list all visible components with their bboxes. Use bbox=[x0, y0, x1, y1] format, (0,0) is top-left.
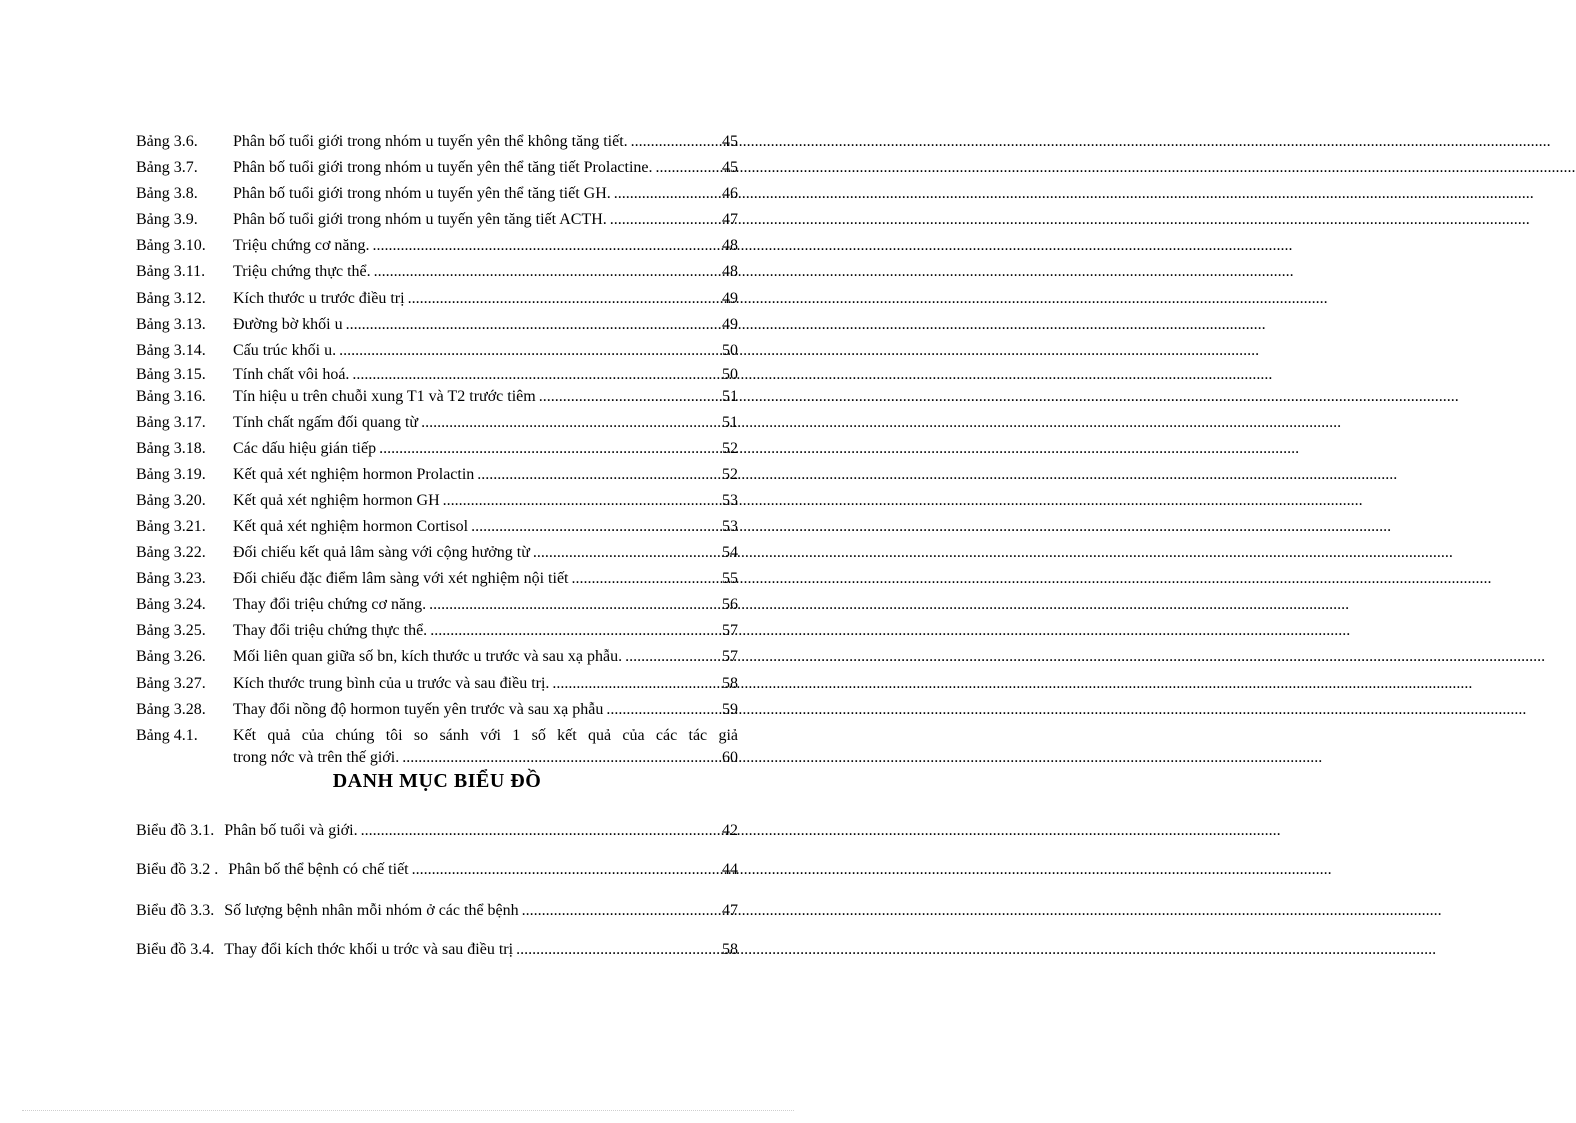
page-number: 55 bbox=[722, 570, 738, 587]
table-number: Bảng 3.17. bbox=[136, 414, 206, 431]
table-list-item[interactable] bbox=[136, 518, 738, 540]
table-list-item[interactable] bbox=[136, 414, 738, 436]
chart-title: Số lượng bệnh nhân mỗi nhóm ở các thể bệnh bbox=[224, 902, 519, 919]
dot-leader bbox=[539, 388, 721, 406]
table-title: Kích thước u trước điều trị bbox=[233, 290, 405, 307]
dot-leader bbox=[352, 366, 721, 384]
table-title: Tính chất ngấm đối quang từ bbox=[233, 414, 419, 431]
table-list-item[interactable] bbox=[136, 133, 738, 155]
table-title: Phân bố tuổi giới trong nhóm u tuyến yên tăng tiết ACTH. bbox=[233, 211, 607, 228]
table-number: Bảng 3.12. bbox=[136, 290, 206, 307]
page-number: 48 bbox=[722, 263, 738, 280]
table-title: Mối liên quan giữa số bn, kích thước u trước và sau xạ phẫu. bbox=[233, 648, 623, 665]
page-number: 57 bbox=[722, 622, 738, 639]
table-list-item[interactable] bbox=[136, 622, 738, 644]
table-title: Đối chiếu đặc điểm lâm sàng với xét nghiệm nội tiết bbox=[233, 570, 569, 587]
table-title: Phân bố tuổi giới trong nhóm u tuyến yên thể tăng tiết Prolactine. bbox=[233, 159, 653, 176]
table-list-item[interactable] bbox=[136, 701, 738, 723]
page-number: 44 bbox=[722, 861, 738, 878]
page-number: 45 bbox=[722, 133, 738, 150]
table-list-item[interactable] bbox=[136, 648, 738, 670]
chart-number: Biểu đồ 3.2 . bbox=[136, 861, 219, 878]
dot-leader bbox=[346, 316, 721, 334]
table-number: Bảng 4.1. bbox=[136, 727, 198, 744]
table-title: Thay đổi nồng độ hormon tuyến yên trước và sau xạ phẫu bbox=[233, 701, 604, 718]
table-number: Bảng 3.6. bbox=[136, 133, 198, 150]
page-number: 48 bbox=[722, 237, 738, 254]
table-list-item[interactable] bbox=[136, 342, 738, 364]
table-list-item[interactable] bbox=[136, 263, 738, 285]
chart-list-item[interactable] bbox=[136, 941, 738, 963]
table-title: Triệu chứng thực thể. bbox=[233, 263, 371, 280]
page-number: 60 bbox=[722, 749, 738, 766]
page-number: 52 bbox=[722, 440, 738, 457]
table-list-item[interactable] bbox=[136, 290, 738, 312]
page-number: 53 bbox=[722, 492, 738, 509]
table-list-item[interactable] bbox=[136, 185, 738, 207]
table-title: Cấu trúc khối u. bbox=[233, 342, 337, 359]
page-number: 51 bbox=[722, 388, 738, 405]
chart-list-item[interactable] bbox=[136, 902, 738, 924]
table-title: Phân bố tuổi giới trong nhóm u tuyến yên thể không tăng tiết. bbox=[233, 133, 628, 150]
page-number: 52 bbox=[722, 466, 738, 483]
dot-leader bbox=[552, 675, 721, 693]
table-number: Bảng 3.18. bbox=[136, 440, 206, 457]
table-number: Bảng 3.7. bbox=[136, 159, 198, 176]
chart-number: Biểu đồ 3.4. bbox=[136, 941, 215, 958]
table-title: Đường bờ khối u bbox=[233, 316, 343, 333]
table-title: Đối chiếu kết quả lâm sàng với cộng hưởng từ bbox=[233, 544, 530, 561]
dot-leader bbox=[412, 861, 721, 879]
table-number: Bảng 3.22. bbox=[136, 544, 206, 561]
dot-leader bbox=[516, 941, 721, 959]
table-title: Kết quả xét nghiệm hormon Prolactin bbox=[233, 466, 475, 483]
table-number: Bảng 3.20. bbox=[136, 492, 206, 509]
dot-leader bbox=[656, 159, 721, 177]
dot-leader bbox=[373, 237, 721, 255]
table-number: Bảng 3.25. bbox=[136, 622, 206, 639]
table-list-item[interactable] bbox=[136, 388, 738, 410]
dot-leader bbox=[443, 492, 721, 510]
chart-number: Biểu đồ 3.3. bbox=[136, 902, 215, 919]
table-title: Triệu chứng cơ năng. bbox=[233, 237, 370, 254]
table-list-item[interactable] bbox=[136, 466, 738, 488]
table-number: Bảng 3.26. bbox=[136, 648, 206, 665]
page-number: 42 bbox=[722, 822, 738, 839]
page-number: 46 bbox=[722, 185, 738, 202]
page-number: 49 bbox=[722, 290, 738, 307]
page-number: 47 bbox=[722, 902, 738, 919]
table-title: Kết quả xét nghiệm hormon Cortisol bbox=[233, 518, 469, 535]
table-number: Bảng 3.15. bbox=[136, 366, 206, 383]
dot-leader bbox=[625, 648, 721, 666]
dot-leader bbox=[614, 185, 721, 203]
table-title: Kích thước trung bình của u trước và sau điều trị. bbox=[233, 675, 550, 692]
table-number: Bảng 3.19. bbox=[136, 466, 206, 483]
table-list-item[interactable] bbox=[136, 211, 738, 233]
table-title: Phân bố tuổi giới trong nhóm u tuyến yên thể tăng tiết GH. bbox=[233, 185, 611, 202]
table-title: Tín hiệu u trên chuỗi xung T1 và T2 trước tiêm bbox=[233, 388, 536, 405]
table-title: Các dấu hiệu gián tiếp bbox=[233, 440, 377, 457]
chart-title: Thay đổi kích thớc khối u trớc và sau điều trị bbox=[224, 941, 514, 958]
dot-leader bbox=[430, 622, 721, 640]
table-list-item[interactable] bbox=[136, 544, 738, 566]
page-number: 59 bbox=[722, 701, 738, 718]
dot-leader bbox=[374, 263, 721, 281]
table-list-item[interactable] bbox=[136, 316, 738, 338]
table-number: Bảng 3.16. bbox=[136, 388, 206, 405]
chart-number: Biểu đồ 3.1. bbox=[136, 822, 215, 839]
table-number: Bảng 3.27. bbox=[136, 675, 206, 692]
table-number: Bảng 3.10. bbox=[136, 237, 206, 254]
dot-leader bbox=[477, 466, 721, 484]
chart-list-heading: DANH MỤC BIỂU ĐỒ bbox=[332, 770, 542, 792]
page-number: 58 bbox=[722, 675, 738, 692]
dot-leader bbox=[471, 518, 721, 536]
table-number: Bảng 3.21. bbox=[136, 518, 206, 535]
page-number: 54 bbox=[722, 544, 738, 561]
dot-leader bbox=[522, 902, 721, 920]
page-number: 51 bbox=[722, 414, 738, 431]
table-list-item[interactable] bbox=[136, 159, 738, 181]
page-number: 53 bbox=[722, 518, 738, 535]
dot-leader bbox=[572, 570, 722, 588]
page-number: 57 bbox=[722, 648, 738, 665]
table-list-item[interactable] bbox=[136, 727, 738, 771]
table-list-item[interactable] bbox=[136, 440, 738, 462]
page-number: 45 bbox=[722, 159, 738, 176]
table-title: Tính chất vôi hoá. bbox=[233, 366, 350, 383]
table-number: Bảng 3.8. bbox=[136, 185, 198, 202]
page-footer-divider bbox=[22, 1110, 794, 1115]
table-number: Bảng 3.11. bbox=[136, 263, 206, 280]
table-number: Bảng 3.24. bbox=[136, 596, 206, 613]
page-number: 50 bbox=[722, 342, 738, 359]
table-number: Bảng 3.28. bbox=[136, 701, 206, 718]
table-number: Bảng 3.13. bbox=[136, 316, 206, 333]
dot-leader bbox=[361, 822, 721, 840]
page-number: 47 bbox=[722, 211, 738, 228]
table-list-item[interactable] bbox=[136, 675, 738, 697]
table-title: Kết quả của chúng tôi so sánh với 1 số kết quả của các tác giả bbox=[233, 727, 738, 744]
table-list-item[interactable] bbox=[136, 237, 738, 259]
chart-title: Phân bố tuổi và giới. bbox=[224, 822, 358, 839]
dot-leader bbox=[379, 440, 721, 458]
dot-leader bbox=[339, 342, 721, 360]
table-title: Kết quả xét nghiệm hormon GH bbox=[233, 492, 440, 509]
page-number: 58 bbox=[722, 941, 738, 958]
dot-leader bbox=[408, 290, 721, 308]
chart-title: Phân bố thể bệnh có chế tiết bbox=[228, 861, 409, 878]
table-title: Thay đổi triệu chứng cơ năng. bbox=[233, 596, 427, 613]
dot-leader bbox=[533, 544, 721, 562]
table-list-item[interactable] bbox=[136, 366, 738, 388]
page-number: 56 bbox=[722, 596, 738, 613]
dot-leader bbox=[421, 414, 721, 432]
table-number: Bảng 3.9. bbox=[136, 211, 198, 228]
table-title: Thay đổi triệu chứng thực thể. bbox=[233, 622, 428, 639]
table-list-item[interactable] bbox=[136, 492, 738, 514]
dot-leader bbox=[631, 133, 721, 151]
table-number: Bảng 3.23. bbox=[136, 570, 206, 587]
table-title-continued: trong nớc và trên thế giới. bbox=[233, 749, 400, 766]
chart-list-item[interactable] bbox=[136, 861, 738, 883]
chart-list-item[interactable] bbox=[136, 822, 738, 844]
dot-leader bbox=[610, 211, 721, 229]
page-number: 49 bbox=[722, 316, 738, 333]
page-number: 50 bbox=[722, 366, 738, 383]
dot-leader bbox=[429, 596, 721, 614]
dot-leader bbox=[402, 749, 721, 767]
table-number: Bảng 3.14. bbox=[136, 342, 206, 359]
table-list-item[interactable] bbox=[136, 596, 738, 618]
dot-leader bbox=[606, 701, 721, 719]
table-list-item[interactable] bbox=[136, 570, 738, 592]
